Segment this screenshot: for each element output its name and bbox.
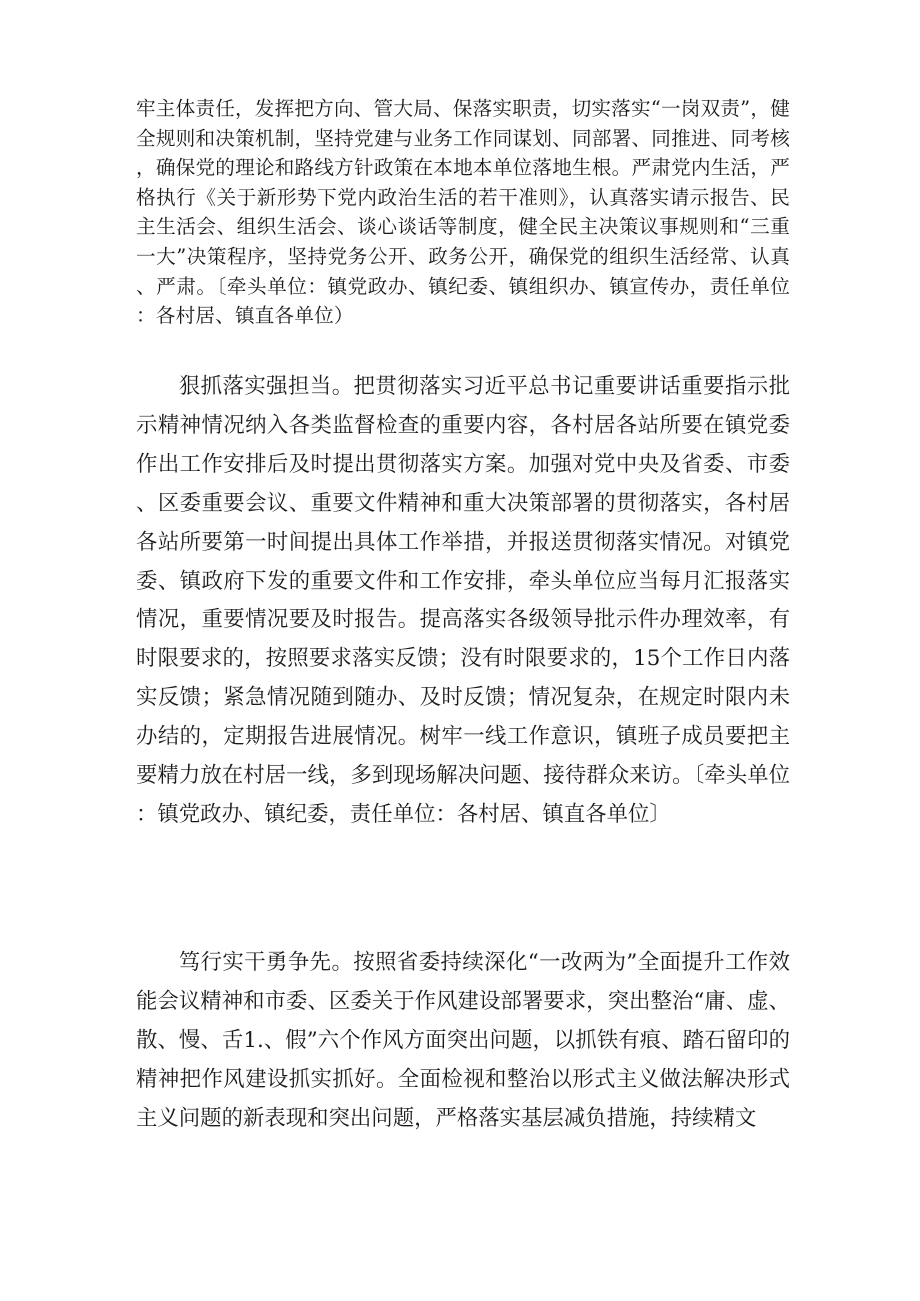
paragraph-responsibility: 牢主体责任，发挥把方向、管大局、保落实职责，切实落实“一岗双责”，健全规则和决策机制，坚持党建与业务工作同谋划、同部署、同推进、同考核，确保党的理论和路线方针政策在本地本单位落地生根。严肃党内生活，严格执行《关于新形势下党内政治生活的若干准则》，认真落实请示报告、民主生活会、组织生活会、谈心谈话等制度，健全民主决策议事规则和“三重一大”决策程序，坚持党务公开、政务公开，确保党的组织生活经常、认真、严肃。〔牵头单位：镇党政办、镇纪委、镇组织办、镇宣传办，责任单位：各村居、镇直各单位） [136,97,790,328]
paragraph-implementation: 狠抓落实强担当。把贯彻落实习近平总书记重要讲话重要指示批示精神情况纳入各类监督检查的重要内容，各村居各站所要在镇党委作出工作安排后及时提出贯彻落实方案。加强对党中央及省委、市委、区委重要会议、重要文件精神和重大决策部署的贯彻落实，各村居各站所要第一时间提出具体工作举措，并报送贯彻落实情况。对镇党委、镇政府下发的重要文件和工作安排，牵头单位应当每月汇报落实情况，重要情况要及时报告。提高落实各级领导批示件办理效率，有时限要求的，按照要求落实反馈；没有时限要求的，15个工作日内落实反馈；紧急情况随到随办、及时反馈；情况复杂，在规定时限内未办结的，定期报告进展情况。树牢一线工作意识，镇班子成员要把主要精力放在村居一线，多到现场解决问题、接待群众来访。〔牵头单位：镇党政办、镇纪委，责任单位：各村居、镇直各单位〕 [136,374,790,827]
paragraph-work-style: 笃行实干勇争先。按照省委持续深化“一改两为”全面提升工作效能会议精神和市委、区委关于作风建设部署要求，突出整治“庸、虚、散、慢、舌1.、假”六个作风方面突出问题，以抓铁有痕、踏石留印的精神把作风建设抓实抓好。全面检视和整治以形式主义做法解决形式主义问题的新表现和突出问题，严格落实基层减负措施，持续精文 [136,950,790,1131]
